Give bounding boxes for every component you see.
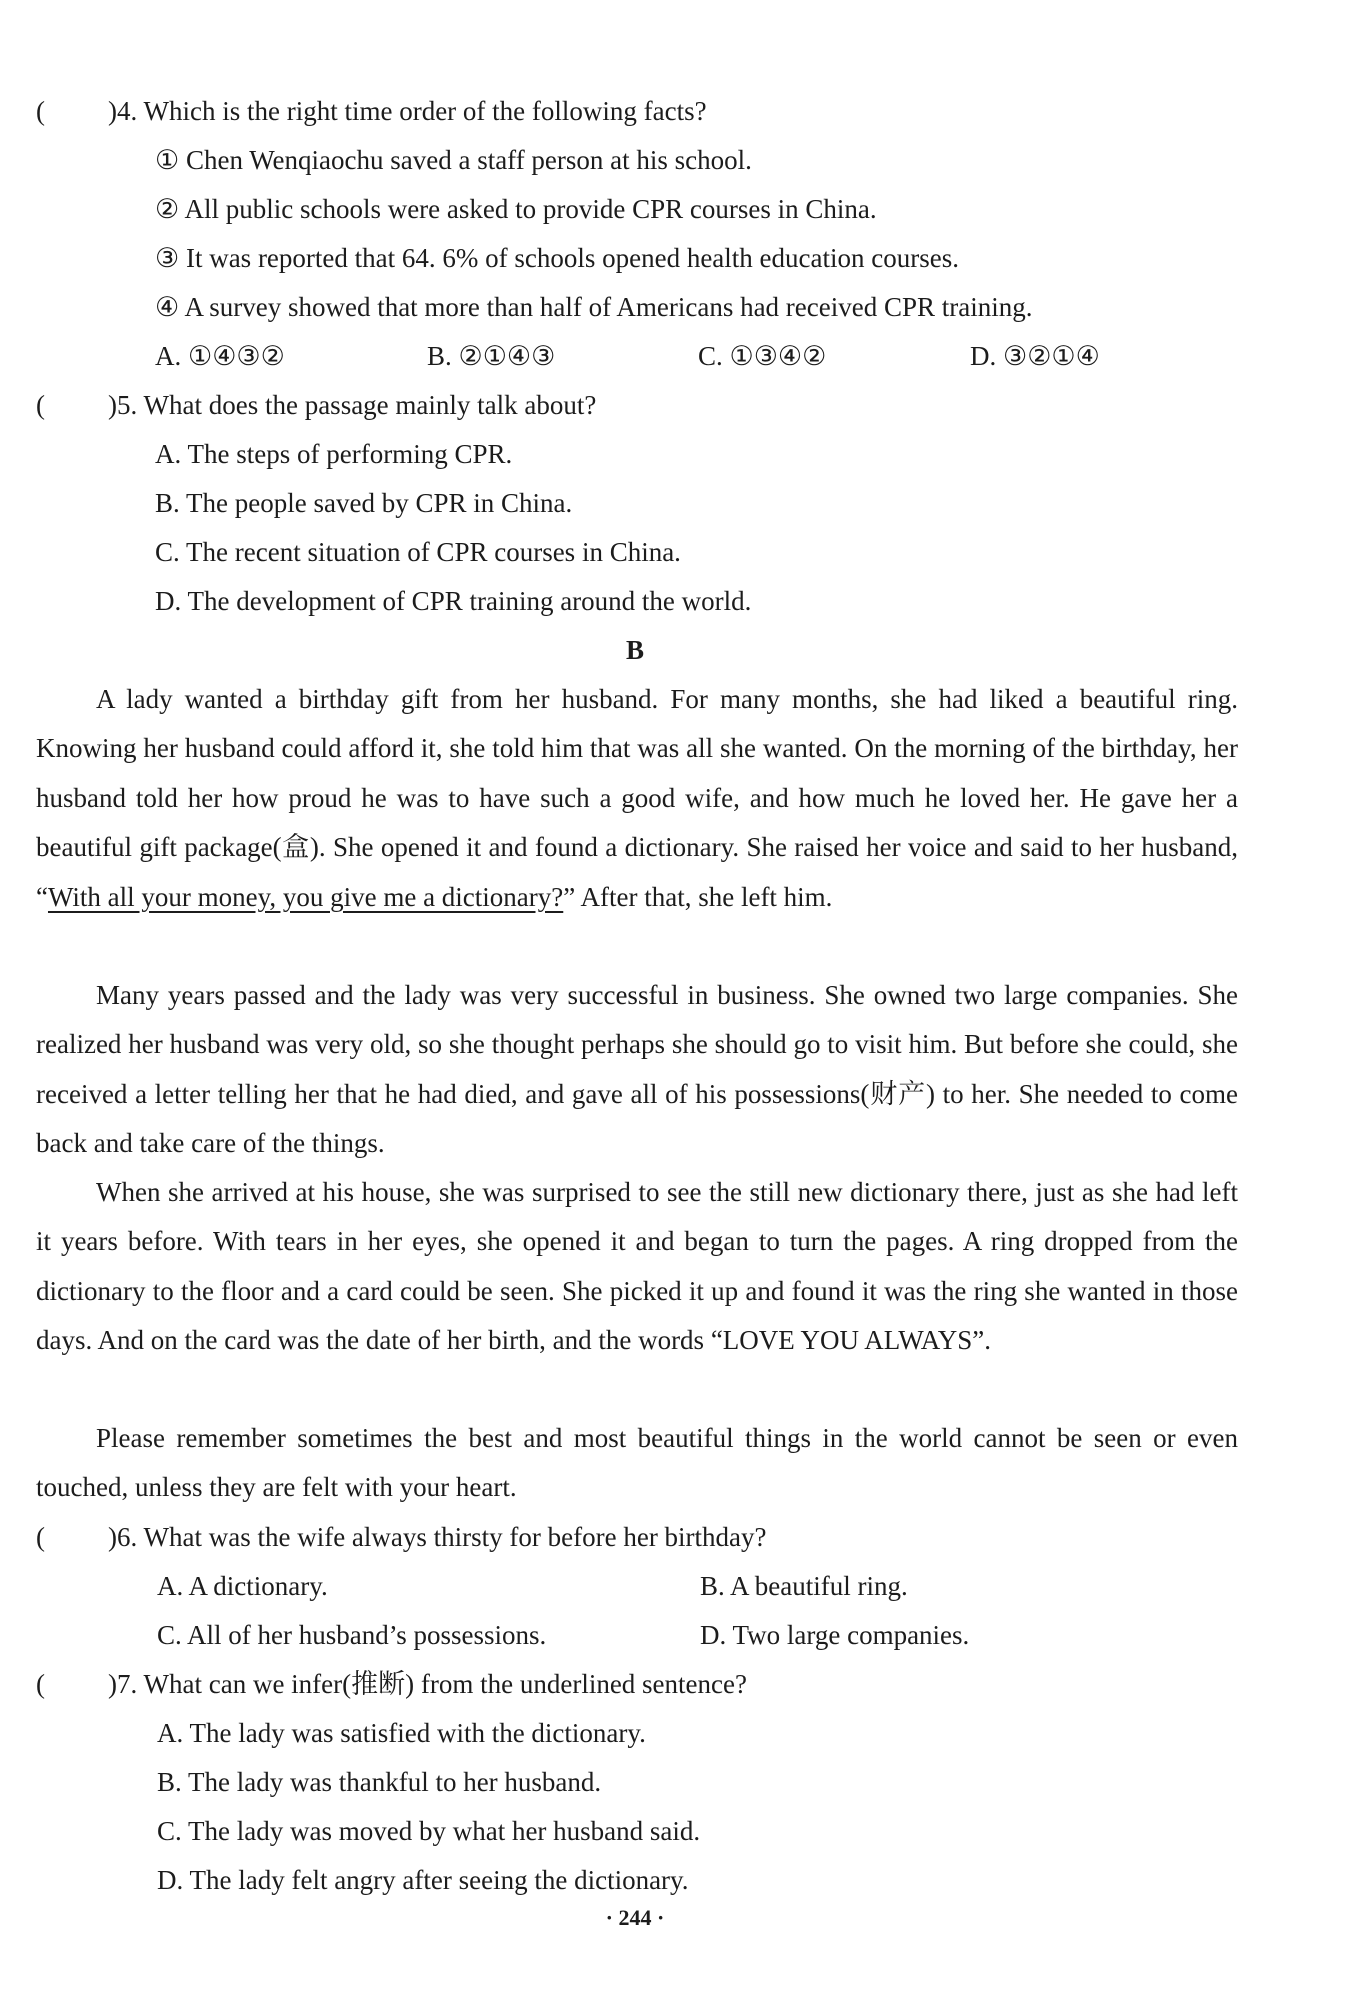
- option-d[interactable]: D. The development of CPR training around the world.: [155, 586, 752, 616]
- option-d[interactable]: D. The lady felt angry after seeing the dictionary.: [157, 1865, 689, 1895]
- option-b[interactable]: B. The people saved by CPR in China.: [155, 488, 573, 518]
- page-number: · 244 ·: [605, 1905, 665, 1930]
- option-b[interactable]: B. ②①④③: [427, 341, 556, 371]
- option-a[interactable]: A. The steps of performing CPR.: [155, 439, 513, 469]
- option-a[interactable]: A. ①④③②: [155, 341, 285, 371]
- question-6-stem: )6. What was the wife always thirsty for before her birthday?: [108, 1522, 767, 1552]
- option-c[interactable]: C. The lady was moved by what her husband said.: [157, 1816, 701, 1846]
- option-c[interactable]: C. ①③④②: [698, 341, 827, 371]
- passage-paragraph-3: When she arrived at his house, she was surprised to see the still new dictionary there, just as she had left it years before. With tears in her eyes, she opened it and began to turn the pages. A ring dropped from the dictionary to the floor and a card could be seen. She picked it up and found it was the ring she wanted in those days. And on the card was the date of her birth, and the words “LOVE YOU ALWAYS”.: [36, 1177, 1238, 1356]
- passage-paragraph-4: Please remember sometimes the best and most beautiful things in the world cannot be seen or even touched, unless they are felt with your heart.: [36, 1423, 1238, 1503]
- passage-paragraph-2: Many years passed and the lady was very successful in business. She owned two large companies. She realized her husband was very old, so she thought perhaps she should go to visit him. But before she could, she received a letter telling her that he had died, and gave all of his possessions(财产) to her. She needed to come back and take care of the things.: [36, 980, 1238, 1159]
- answer-blank[interactable]: (: [36, 390, 45, 420]
- option-d[interactable]: D. Two large companies.: [700, 1620, 970, 1650]
- question-4: [36, 86, 1246, 136]
- section-heading-b: B: [625, 635, 644, 665]
- option-a[interactable]: A. The lady was satisfied with the dictionary.: [157, 1718, 646, 1748]
- paragraph-1-ending: ” After that, she left him.: [563, 881, 833, 912]
- option-c[interactable]: C. The recent situation of CPR courses in China.: [155, 537, 681, 567]
- question-6: [36, 1512, 1246, 1562]
- fact-3: ③ It was reported that 64. 6% of schools opened health education courses.: [155, 243, 959, 273]
- question-5-stem: )5. What does the passage mainly talk about?: [108, 390, 597, 420]
- question-7: [36, 1659, 1246, 1709]
- fact-4: ④ A survey showed that more than half of Americans had received CPR training.: [155, 292, 1033, 322]
- answer-blank[interactable]: (: [36, 1669, 45, 1699]
- option-a[interactable]: A. A dictionary.: [157, 1571, 328, 1601]
- option-b[interactable]: B. A beautiful ring.: [700, 1571, 908, 1601]
- question-5: [36, 380, 1246, 430]
- option-c[interactable]: C. All of her husband’s possessions.: [157, 1620, 547, 1650]
- underlined-sentence: With all your money, you give me a dictionary?: [47, 881, 564, 912]
- fact-2: ② All public schools were asked to provide CPR courses in China.: [155, 194, 877, 224]
- question-4-stem: )4. Which is the right time order of the following facts?: [108, 96, 707, 126]
- option-b[interactable]: B. The lady was thankful to her husband.: [157, 1767, 602, 1797]
- paragraph-1-text: A lady wanted a birthday gift from her husband. For many months, she had liked a beautiful ring. Knowing her husband could afford it, she told him that was all she wanted. On the morning of the birthday, her husband told her how proud he was to have such a good wife, and how much he loved her. He gave her a beautiful gift package(盒). She opened it and found a dictionary. She raised her voice and said to her husband, “: [36, 684, 1238, 912]
- answer-blank[interactable]: (: [36, 96, 45, 126]
- fact-1: ① Chen Wenqiaochu saved a staff person at his school.: [155, 145, 752, 175]
- passage-paragraph-1: [36, 675, 1238, 922]
- question-7-stem: )7. What can we infer(推断) from the underlined sentence?: [108, 1669, 747, 1699]
- option-d[interactable]: D. ③②①④: [970, 341, 1100, 371]
- answer-blank[interactable]: (: [36, 1522, 45, 1552]
